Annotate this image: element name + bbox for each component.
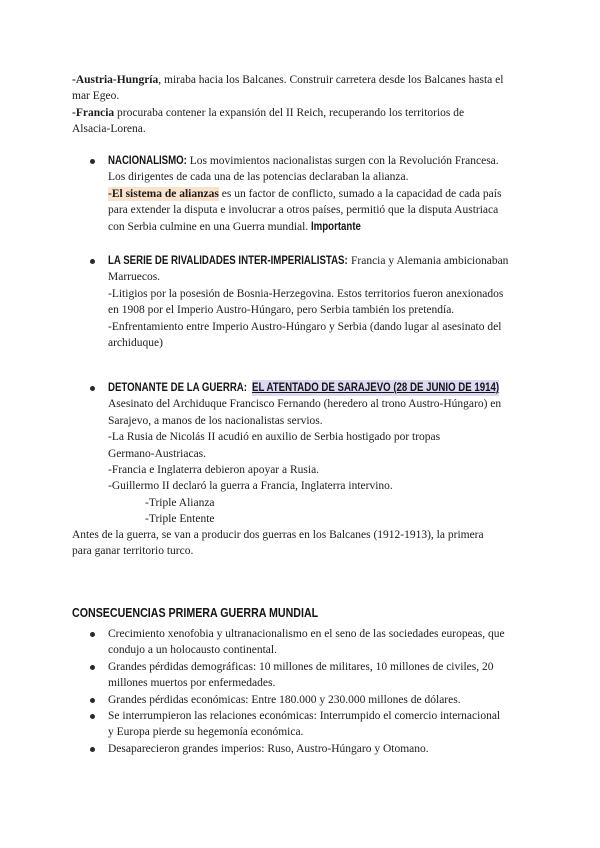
text-line: Sarajevo, a manos de los nacionalistas servios. [108,414,323,427]
text-line [72,72,503,88]
bullet-icon [90,698,95,703]
sub-list-item: -Triple Alianza [145,496,215,509]
list-item [108,659,505,692]
text-line: y Europa pierde su hegemonía económica. [108,726,304,739]
list-item-nacionalismo [108,153,501,235]
text-run: con Serbia culmine en una Guerra mundial. [108,220,312,233]
text-line [72,105,503,121]
list-item [108,692,505,708]
text-line [108,186,501,202]
text-line: -La Rusia de Nicolás II acudió en auxilio de Serbia hostigado por tropas [108,431,441,444]
bold-term: -Austria-Hungría [72,74,159,86]
intro-section [72,72,503,138]
section-heading: DETONANTE DE LA GUERRA: [108,382,248,394]
text-line: -Enfrentamiento entre Imperio Austro-Húngaro y Serbia (dando lugar al asesinato del [108,320,502,333]
text-line: Alsacia-Lorena. [72,123,146,136]
text-line [108,253,508,269]
bullet-icon [90,714,95,719]
highlighted-phrase: EL ATENTADO DE SARAJEVO (28 DE JUNIO DE 1914) [252,380,499,396]
section-heading: LA SERIE DE RIVALIDADES INTER-IMPERIALISTAS: [108,255,348,267]
text-line: para extender la disputa e involucrar a otros países, permitió que la disputa Austriaca [108,204,499,217]
text-line: para ganar territorio turco. [72,545,194,558]
list-item [108,626,505,659]
list-item [108,741,505,757]
text-line: Germano-Austriacas. [108,447,207,460]
text-line: Los dirigentes de cada una de las potencias declaraban la alianza. [108,171,409,184]
text-run: , miraba hacia los Balcanes. Construir carretera desde los Balcanes hasta el [158,74,504,86]
text-line: archiduque) [108,336,163,349]
section-heading: NACIONALISMO: [108,155,187,167]
text-run: procuraba contener la expansión del II Reich, recuperando los territorios de [114,106,465,119]
list-item-detonante [108,380,501,528]
text-line: mar Egeo. [72,90,120,103]
text-run: es un factor de conflicto, sumado a la capacidad de cada país [218,187,502,200]
text-line: Grandes pérdidas económicas: Entre 180.000 y 230.000 millones de dólares. [108,693,461,706]
text-line: Grandes pérdidas demográficas: 10 millones de militares, 10 millones de civiles, 20 [108,660,494,673]
sub-list-item: -Triple Entente [145,513,215,526]
text-run: Francia y Alemania ambicionaban [348,255,509,267]
list-item-rivalidades [108,253,508,351]
text-line [108,219,501,235]
text-line: Crecimiento xenofobia y ultranacionalismo en el seno de las sociedades europeas, que [108,628,505,640]
text-line: -Litigios por la posesión de Bosnia-Herzegovina. Estos territorios fueron anexionados [108,287,504,300]
text-line: condujo a un holocausto continental. [108,644,277,657]
bullet-icon [90,665,95,670]
text-line: en 1908 por el Imperio Austro-Húngaro, pero Serbia también los pretendía. [108,304,455,317]
text-line: Desaparecieron grandes imperios: Ruso, Austro-Húngaro y Otomano. [108,742,429,755]
list-item [108,708,505,741]
text-line: Asesinato del Archiduque Francisco Fernando (heredero al trono Austro-Húngaro) en [108,398,502,411]
text-run: Los movimientos nacionalistas surgen con la Revolución Francesa. [186,155,499,167]
balkans-note [72,527,484,560]
bullet-icon [90,259,95,264]
text-line: Marruecos. [108,271,161,284]
importance-tag: Importante [311,220,362,233]
highlighted-phrase: -El sistema de alianzas [108,187,219,200]
consequences-heading-row [72,605,318,621]
bullet-icon [90,632,95,637]
bold-term: -Francia [72,106,115,119]
consequences-list [108,626,505,757]
bullet-icon [90,386,95,391]
text-line: -Francia e Inglaterra debieron apoyar a Rusia. [108,463,320,476]
text-line: millones muertos por enfermedades. [108,677,276,690]
text-line: -Guillermo II declaró la guerra a Francia, Inglaterra intervino. [108,480,393,493]
text-line: Se interrumpieron las relaciones económicas: Interrumpido el comercio internacional [108,709,501,722]
text-line: Antes de la guerra, se van a producir dos guerras en los Balcanes (1912-1913), la primera [72,529,484,541]
bullet-icon [90,159,95,164]
text-line [108,153,501,169]
bullet-icon [90,747,95,752]
section-heading: CONSECUENCIAS PRIMERA GUERRA MUNDIAL [72,605,319,620]
text-line [108,380,501,396]
text-line [72,605,318,621]
